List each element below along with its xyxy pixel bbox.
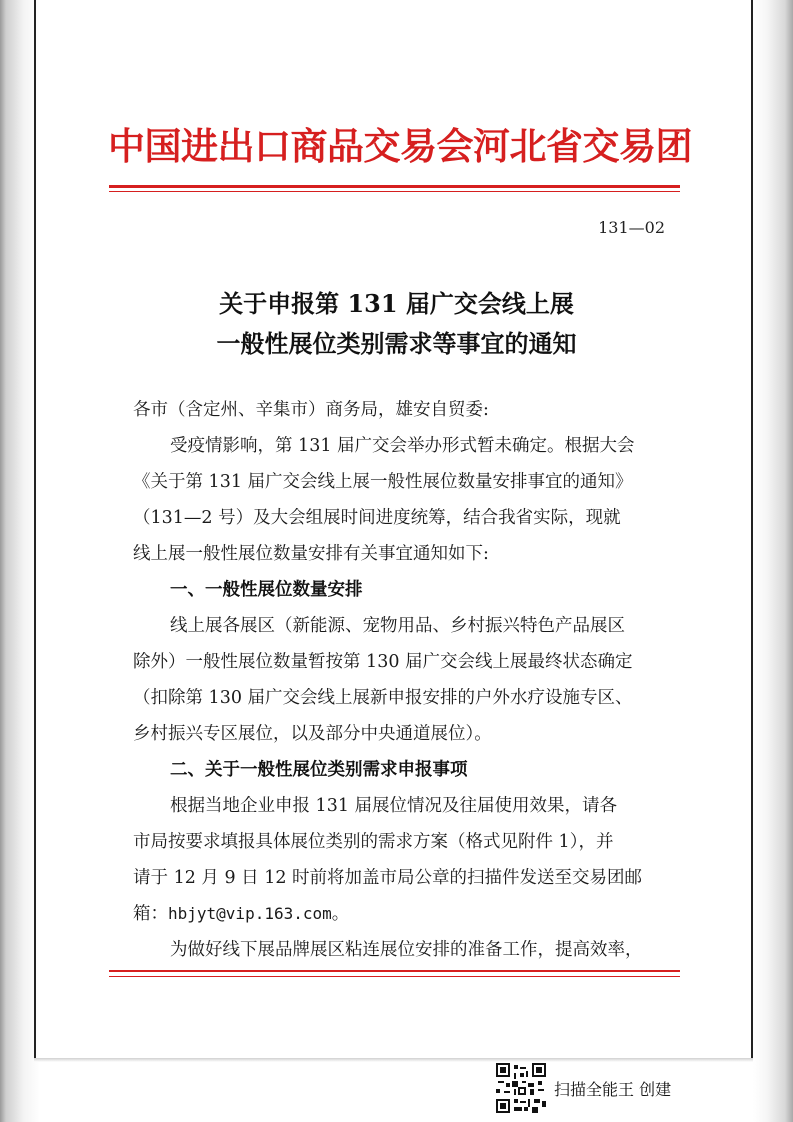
scanner-watermark xyxy=(496,1063,736,1115)
header-rule-thick xyxy=(109,185,680,188)
email-line xyxy=(133,896,673,933)
email-suffix: 。 xyxy=(331,904,350,924)
intro-line-4: 线上展一般性展位数量安排有关事宜通知如下: xyxy=(133,544,489,564)
section-1-line-4: 乡村振兴专区展位，以及部分中央通道展位）。 xyxy=(133,724,492,744)
section-2-line-2: 市局按要求填报具体展位类别的需求方案（格式见附件 1），并 xyxy=(133,832,614,852)
document-title-line-2: 一般性展位类别需求等事宜的通知 xyxy=(216,329,577,358)
section-2-title: 二、关于一般性展位类别需求申报事项 xyxy=(170,760,468,780)
page-bottom-edge xyxy=(34,1058,753,1062)
intro-line-2: 《关于第 131 届广交会线上展一般性展位数量安排事宜的通知》 xyxy=(133,472,633,492)
organization-header: 中国进出口商品交易会河北省交易团 xyxy=(108,124,692,168)
intro-line-1: 受疫情影响，第 131 届广交会举办形式暂未确定。根据大会 xyxy=(170,436,635,456)
intro-line-3: （131—2 号）及大会组展时间进度统筹，结合我省实际，现就 xyxy=(133,508,621,528)
footer-rule-upper xyxy=(109,970,680,972)
section-2-line-1: 根据当地企业申报 131 届展位情况及往届使用效果，请各 xyxy=(170,796,618,816)
section-1-line-3: （扣除第 130 届广交会线上展新申报安排的户外水疗设施专区、 xyxy=(133,688,633,708)
scanner-label: 扫描全能王 创建 xyxy=(554,1080,672,1099)
qr-code-icon xyxy=(496,1063,546,1113)
salutation: 各市（含定州、辛集市）商务局，雄安自贸委: xyxy=(133,400,489,420)
section-1-title: 一、一般性展位数量安排 xyxy=(170,580,363,600)
email-address: hbjyt@vip.163.com xyxy=(168,904,332,923)
email-prefix: 箱： xyxy=(133,904,168,924)
document-number: 131—02 xyxy=(598,218,665,237)
footer-rule-lower xyxy=(109,976,680,977)
header-rule-thin xyxy=(109,191,680,192)
document-title-line-1: 关于申报第 131 届广交会线上展 xyxy=(219,289,574,318)
page-edge-left xyxy=(34,0,36,1060)
scan-shadow-right xyxy=(753,0,793,1122)
page-edge-right xyxy=(751,0,753,1060)
section-1-line-1: 线上展各展区（新能源、宠物用品、乡村振兴特色产品展区 xyxy=(170,616,625,636)
paragraph-last-line: 为做好线下展品牌展区粘连展位安排的准备工作，提高效率， xyxy=(170,940,643,960)
section-1-line-2: 除外）一般性展位数量暂按第 130 届广交会线上展最终状态确定 xyxy=(133,652,633,672)
section-2-line-3: 请于 12 月 9 日 12 时前将加盖市局公章的扫描件发送至交易团邮 xyxy=(133,868,643,888)
